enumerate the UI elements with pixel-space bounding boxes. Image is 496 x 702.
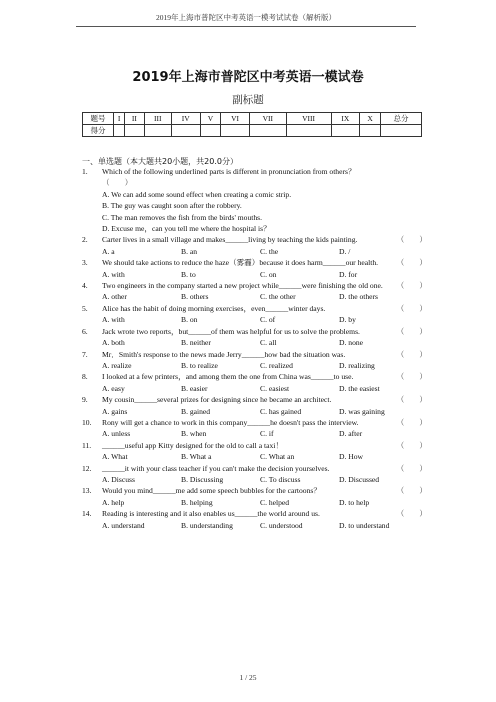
question-text: Carter lives in a small village and makes______living by teaching the kids painting.: [102, 235, 358, 245]
answer-option: C. the: [260, 246, 279, 256]
answer-blank: （ ）: [396, 440, 427, 450]
question-number: 9.: [82, 395, 88, 405]
option-line: A. We can add some sound effect when creating a comic strip.: [102, 189, 292, 199]
answer-option: C. all: [260, 338, 277, 348]
score-cell: [249, 125, 286, 137]
score-cell: [221, 125, 250, 137]
answer-option: C. To discuss: [260, 474, 301, 484]
question-text: Two engineers in the company started a new project while______were finishing the old one.: [102, 281, 383, 291]
answer-option: C. understood: [260, 520, 303, 530]
answer-option: A. gains: [102, 406, 128, 416]
question-10: [82, 417, 427, 440]
question-number: 13.: [82, 486, 92, 496]
answer-option: A. with: [102, 315, 125, 325]
options-row: [82, 474, 427, 485]
question-2: [82, 234, 427, 257]
answer-option: B. others: [181, 292, 209, 302]
question-number: 11.: [82, 440, 92, 450]
question-number: 4.: [82, 281, 88, 291]
score-header-cell: II: [125, 113, 144, 125]
options-row: [82, 337, 427, 348]
question-text: Which of the following underlined parts is different in pronunciation from others？: [102, 167, 356, 176]
answer-option: D. the easiest: [339, 383, 380, 393]
answer-blank: （ ）: [396, 395, 427, 405]
score-header-cell: VI: [221, 113, 250, 125]
answer-option: A. a: [102, 246, 115, 256]
options-row: [82, 314, 427, 325]
answer-option: D. How: [339, 452, 364, 462]
question-text: Alice has the habit of doing morning exercises，even______winter days.: [102, 303, 326, 313]
question-number: 2.: [82, 235, 88, 245]
answer-option: B. understanding: [181, 520, 233, 530]
answer-option: A. understand: [102, 520, 145, 530]
question-number: 14.: [82, 509, 92, 519]
question-14: [82, 508, 427, 531]
score-header-cell: V: [200, 113, 221, 125]
answer-option: B. easier: [181, 383, 208, 393]
answer-option: B. gained: [181, 406, 211, 416]
options-row: [82, 269, 427, 280]
answer-option: D. for: [339, 269, 358, 279]
score-header-cell: VIII: [286, 113, 331, 125]
exam-title: 2019年上海市普陀区中考英语一模试卷: [132, 70, 364, 85]
answer-option: A. both: [102, 338, 125, 348]
answer-blank: （ ）: [396, 509, 427, 519]
question-number: 12.: [82, 463, 92, 473]
question-9: [82, 394, 427, 417]
answer-option: B. neither: [181, 338, 211, 348]
options-row: [82, 291, 427, 302]
answer-blank: （ ）: [102, 178, 133, 188]
options-row: [82, 360, 427, 371]
answer-option: D. /: [339, 246, 351, 256]
score-cell: [144, 125, 171, 137]
answer-option: D. none: [339, 338, 364, 348]
question-text: Jack wrote two reports，but______of them was helpful for us to solve the problems.: [102, 326, 360, 336]
answer-option: C. if: [260, 429, 274, 439]
section-title: 一、单选题（本大题共20小题，共20.0分）: [82, 157, 238, 166]
answer-option: D. to understand: [339, 520, 390, 530]
running-header: 2019年上海市普陀区中考英语一模考试试卷（解析版）: [76, 12, 416, 27]
answer-option: C. on: [260, 269, 277, 279]
answer-option: A. Discuss: [102, 474, 135, 484]
answer-option: D. after: [339, 429, 363, 439]
answer-blank: （ ）: [396, 372, 427, 382]
score-cell: [200, 125, 221, 137]
options-row: [82, 520, 427, 531]
question-7: [82, 349, 427, 372]
answer-option: C. realized: [260, 360, 293, 370]
answer-option: D. to help: [339, 497, 370, 507]
answer-blank: （ ）: [396, 326, 427, 336]
answer-blank: （ ）: [396, 349, 427, 359]
score-table: [82, 112, 422, 137]
answer-option: B. when: [181, 429, 207, 439]
answer-option: B. helping: [181, 497, 213, 507]
option-line: D. Excuse me，can you tell me where the hospital is？: [102, 224, 271, 234]
answer-option: D. by: [339, 315, 356, 325]
options-row: [82, 406, 427, 417]
answer-blank: （ ）: [396, 463, 427, 473]
options-row: [82, 497, 427, 508]
answer-blank: （ ）: [396, 303, 427, 313]
option-line: C. The man removes the fish from the birds' mouths.: [102, 212, 263, 222]
score-cell: [331, 125, 360, 137]
options-row: [82, 246, 427, 257]
score-header-cell: VII: [249, 113, 286, 125]
question-number: 7.: [82, 349, 88, 359]
answer-option: D. was gaining: [339, 406, 385, 416]
answer-option: A. unless: [102, 429, 131, 439]
question-number: 8.: [82, 372, 88, 382]
score-cell: [286, 125, 331, 137]
answer-blank: （ ）: [396, 258, 427, 268]
answer-option: B. on: [181, 315, 198, 325]
options-row: [82, 383, 427, 394]
answer-blank: （ ）: [396, 486, 427, 496]
answer-blank: （ ）: [396, 281, 427, 291]
question-6: [82, 326, 427, 349]
question-text: I looked at a few printers，and among them the one from China was______to use.: [102, 372, 354, 382]
question-text: We should take actions to reduce the haze（雾霾）because it does harm______our health.: [102, 258, 379, 268]
question-number: 1.: [82, 167, 88, 176]
answer-option: A. help: [102, 497, 125, 507]
score-row-label: 得分: [83, 125, 114, 137]
score-table-header-row: [83, 113, 422, 125]
question-12: [82, 463, 427, 486]
answer-option: D. Discussed: [339, 474, 380, 484]
question-text: Would you mind______me add some speech bubbles for the cartoons？: [102, 486, 321, 496]
score-header-cell: III: [144, 113, 171, 125]
answer-blank: （ ）: [396, 417, 427, 427]
question-text: My cousin______several prizes for designing since he became an architect.: [102, 395, 332, 405]
question-3: [82, 257, 427, 280]
answer-option: B. an: [181, 246, 198, 256]
question-4: [82, 280, 427, 303]
question-text: Mr．Smith's response to the news made Jerry______how bad the situation was.: [102, 349, 346, 359]
page-number: 1 / 25: [239, 673, 257, 682]
question-text: ______useful app Kitty designed for the old to call a taxi！: [102, 440, 283, 450]
score-table-score-row: [83, 125, 422, 137]
question-number: 3.: [82, 258, 88, 268]
option-line: B. The guy was caught soon after the robbery.: [102, 201, 242, 211]
question-13: [82, 485, 427, 508]
answer-option: C. of: [260, 315, 276, 325]
answer-option: B. to: [181, 269, 196, 279]
score-header-cell: IX: [331, 113, 360, 125]
answer-option: C. has gained: [260, 406, 302, 416]
score-cell: [360, 125, 381, 137]
score-cell: [171, 125, 200, 137]
score-cell: [125, 125, 144, 137]
question-text: ______it with your class teacher if you can't make the decision yourselves.: [102, 463, 330, 473]
score-header-cell: 题号: [83, 113, 114, 125]
answer-option: A. realize: [102, 360, 132, 370]
answer-option: B. to realize: [181, 360, 218, 370]
answer-option: A. other: [102, 292, 127, 302]
question-11: [82, 440, 427, 463]
question-number: 10.: [82, 417, 92, 427]
answer-option: C. the other: [260, 292, 296, 302]
answer-option: A. easy: [102, 383, 125, 393]
score-cell: [381, 125, 422, 137]
question-list: [82, 166, 427, 531]
question-text: Rony will get a chance to work in this company______he doesn't pass the interview.: [102, 417, 359, 427]
answer-option: D. the others: [339, 292, 379, 302]
options-row: [82, 451, 427, 462]
question-number: 6.: [82, 326, 88, 336]
score-header-cell: I: [114, 113, 125, 125]
score-cell: [114, 125, 125, 137]
question-8: [82, 371, 427, 394]
answer-option: A. with: [102, 269, 125, 279]
question-5: [82, 303, 427, 326]
question-text: Reading is interesting and it also enables us______the world around us.: [102, 509, 320, 519]
score-header-cell: X: [360, 113, 381, 125]
answer-option: C. What an: [260, 452, 295, 462]
score-header-cell: 总分: [381, 113, 422, 125]
answer-option: C. easiest: [260, 383, 290, 393]
exam-subtitle: 副标题: [232, 94, 264, 106]
answer-blank: （ ）: [396, 235, 427, 245]
answer-option: C. helped: [260, 497, 290, 507]
question-1: [82, 166, 427, 234]
answer-option: B. Discussing: [181, 474, 224, 484]
answer-option: D. realizing: [339, 360, 375, 370]
answer-option: A. What: [102, 452, 128, 462]
question-number: 5.: [82, 303, 88, 313]
score-header-cell: IV: [171, 113, 200, 125]
answer-option: B. What a: [181, 452, 212, 462]
options-row: [82, 428, 427, 439]
